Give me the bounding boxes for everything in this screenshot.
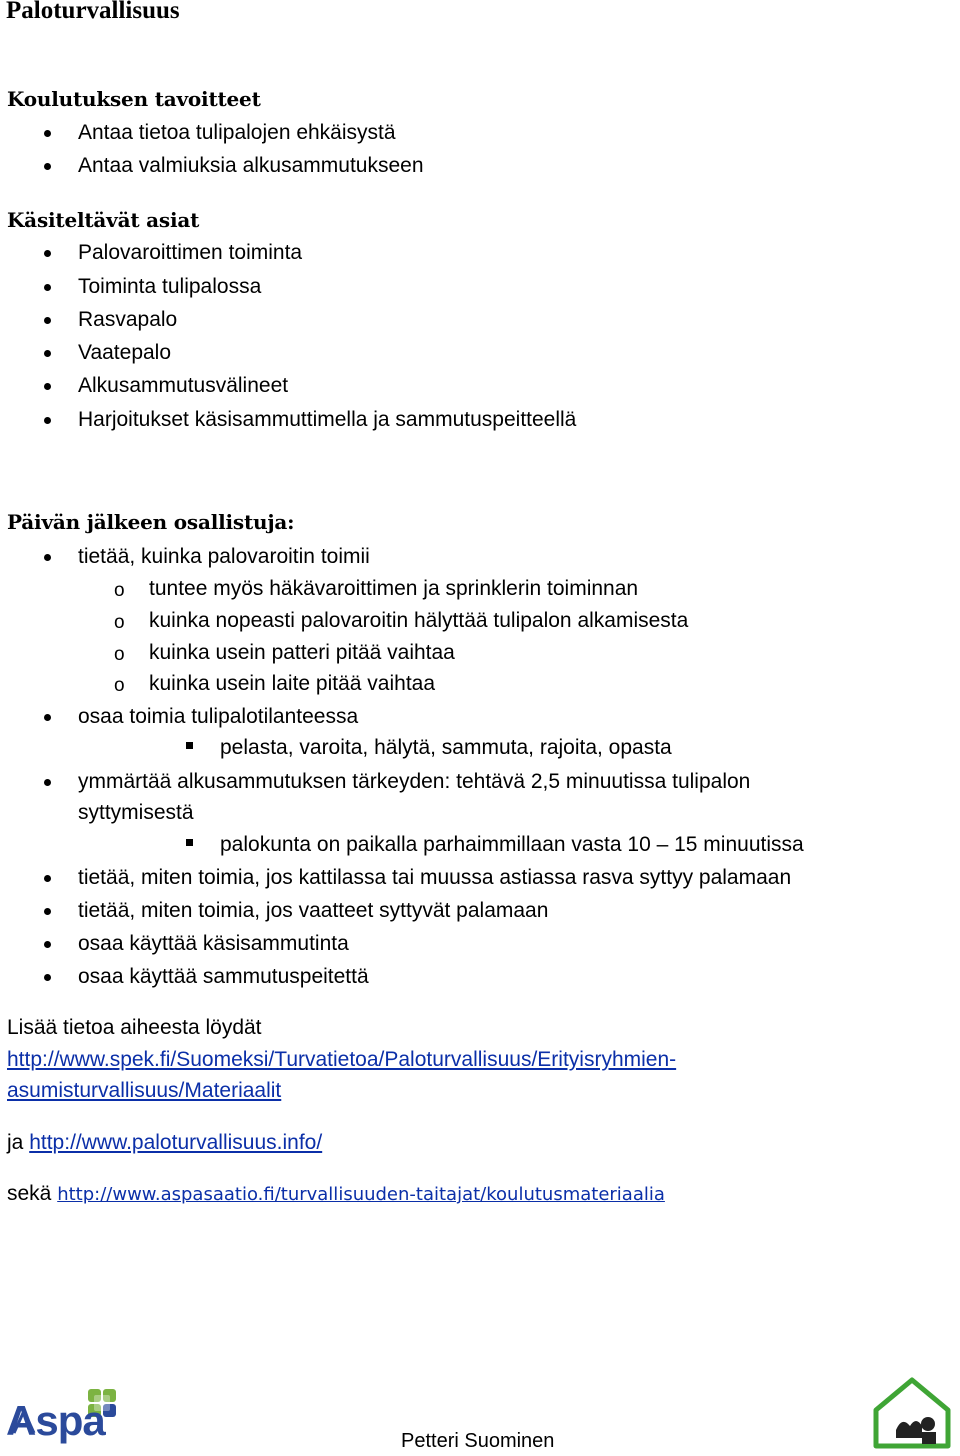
list-item-continuation: syttymisestä [78,801,194,824]
list-item: tietää, kuinka palovaroitin toimii [78,545,370,568]
list-item: tietää, miten toimia, jos kattilassa tai muussa astiassa rasva syttyy palamaan [78,866,792,889]
list-item: ymmärtää alkusammutuksen tärkeyden: tehtävä 2,5 minuutissa tulipalon [78,770,751,793]
list-item: tietää, miten toimia, jos vaatteet syttyvät palamaan [78,899,549,922]
bullet-icon [44,383,51,390]
bullet-icon [44,284,51,291]
paloturvallisuus-link[interactable]: http://www.paloturvallisuus.info/ [29,1131,323,1154]
sub-list-item: kuinka usein patteri pitää vaihtaa [149,641,455,664]
bullet-icon [44,417,51,424]
bullet-icon [44,714,51,721]
bullet-icon [44,250,51,257]
aspasaatio-link[interactable]: http://www.aspasaatio.fi/turvallisuuden-taitajat/koulutusmateriaalia [57,1184,665,1205]
square-bullet-icon [186,839,193,846]
list-item: Palovaroittimen toiminta [78,241,303,264]
bullet-icon [44,350,51,357]
list-item: osaa käyttää käsisammutinta [78,932,349,955]
list-item: osaa käyttää sammutuspeitettä [78,965,369,988]
sub-bullet-icon: o [114,675,125,696]
bullet-icon [44,554,51,561]
list-item: Harjoitukset käsisammuttimella ja sammutuspeitteellä [78,408,577,431]
bullet-icon [44,908,51,915]
bullet-icon [44,779,51,786]
sub-list-item: palokunta on paikalla parhaimmillaan vasta 10 – 15 minuutissa [220,833,804,856]
sub-list-item: kuinka usein laite pitää vaihtaa [149,672,436,695]
sub-list-item: kuinka nopeasti palovaroitin hälyttää tulipalon alkamisesta [149,609,689,632]
spek-link[interactable] [7,1047,676,1073]
ja-text: ja [7,1131,24,1154]
list-item: Alkusammutusvälineet [78,374,289,397]
bullet-icon [44,317,51,324]
footer-author: Petteri Suominen [401,1430,555,1452]
aspa-logo [6,1385,118,1451]
bullet-icon [44,974,51,981]
page-title: Paloturvallisuus [6,0,180,24]
aspa-logo-text: Aspa [6,1397,105,1444]
taitajat-logo-graphic [866,1370,958,1450]
topics-heading: Käsiteltävät asiat [7,208,200,232]
turvallisuuden-taitajat-logo [866,1370,958,1450]
list-item: Rasvapalo [78,308,178,331]
spek-link-line2[interactable]: asumisturvallisuus/Materiaalit [7,1079,282,1102]
ja-line [7,1130,322,1156]
list-item: Antaa tietoa tulipalojen ehkäisystä [78,121,396,144]
seka-text: sekä [7,1182,52,1205]
outcomes-heading: Päivän jälkeen osallistuja: [7,510,295,534]
more-info-text: Lisää tietoa aiheesta löydät [7,1016,262,1039]
sub-bullet-icon: o [114,580,125,601]
bullet-icon [44,163,51,170]
spek-link-cont[interactable] [7,1078,281,1104]
spek-link-line1[interactable]: http://www.spek.fi/Suomeksi/Turvatietoa/Paloturvallisuus/Erityisryhmien- [7,1048,677,1071]
bullet-icon [44,941,51,948]
square-bullet-icon [186,742,193,749]
list-item: Antaa valmiuksia alkusammutukseen [78,154,424,177]
list-item: Vaatepalo [78,341,172,364]
bullet-icon [44,130,51,137]
sub-list-item: tuntee myös häkävaroittimen ja sprinklerin toiminnan [149,577,639,600]
seka-line [7,1181,665,1208]
list-item: Toiminta tulipalossa [78,275,262,298]
sub-bullet-icon: o [114,612,125,633]
sub-list-item: pelasta, varoita, hälytä, sammuta, rajoita, opasta [220,736,672,759]
bullet-icon [44,875,51,882]
sub-bullet-icon: o [114,644,125,665]
list-item: osaa toimia tulipalotilanteessa [78,705,359,728]
goals-heading: Koulutuksen tavoitteet [7,87,261,111]
